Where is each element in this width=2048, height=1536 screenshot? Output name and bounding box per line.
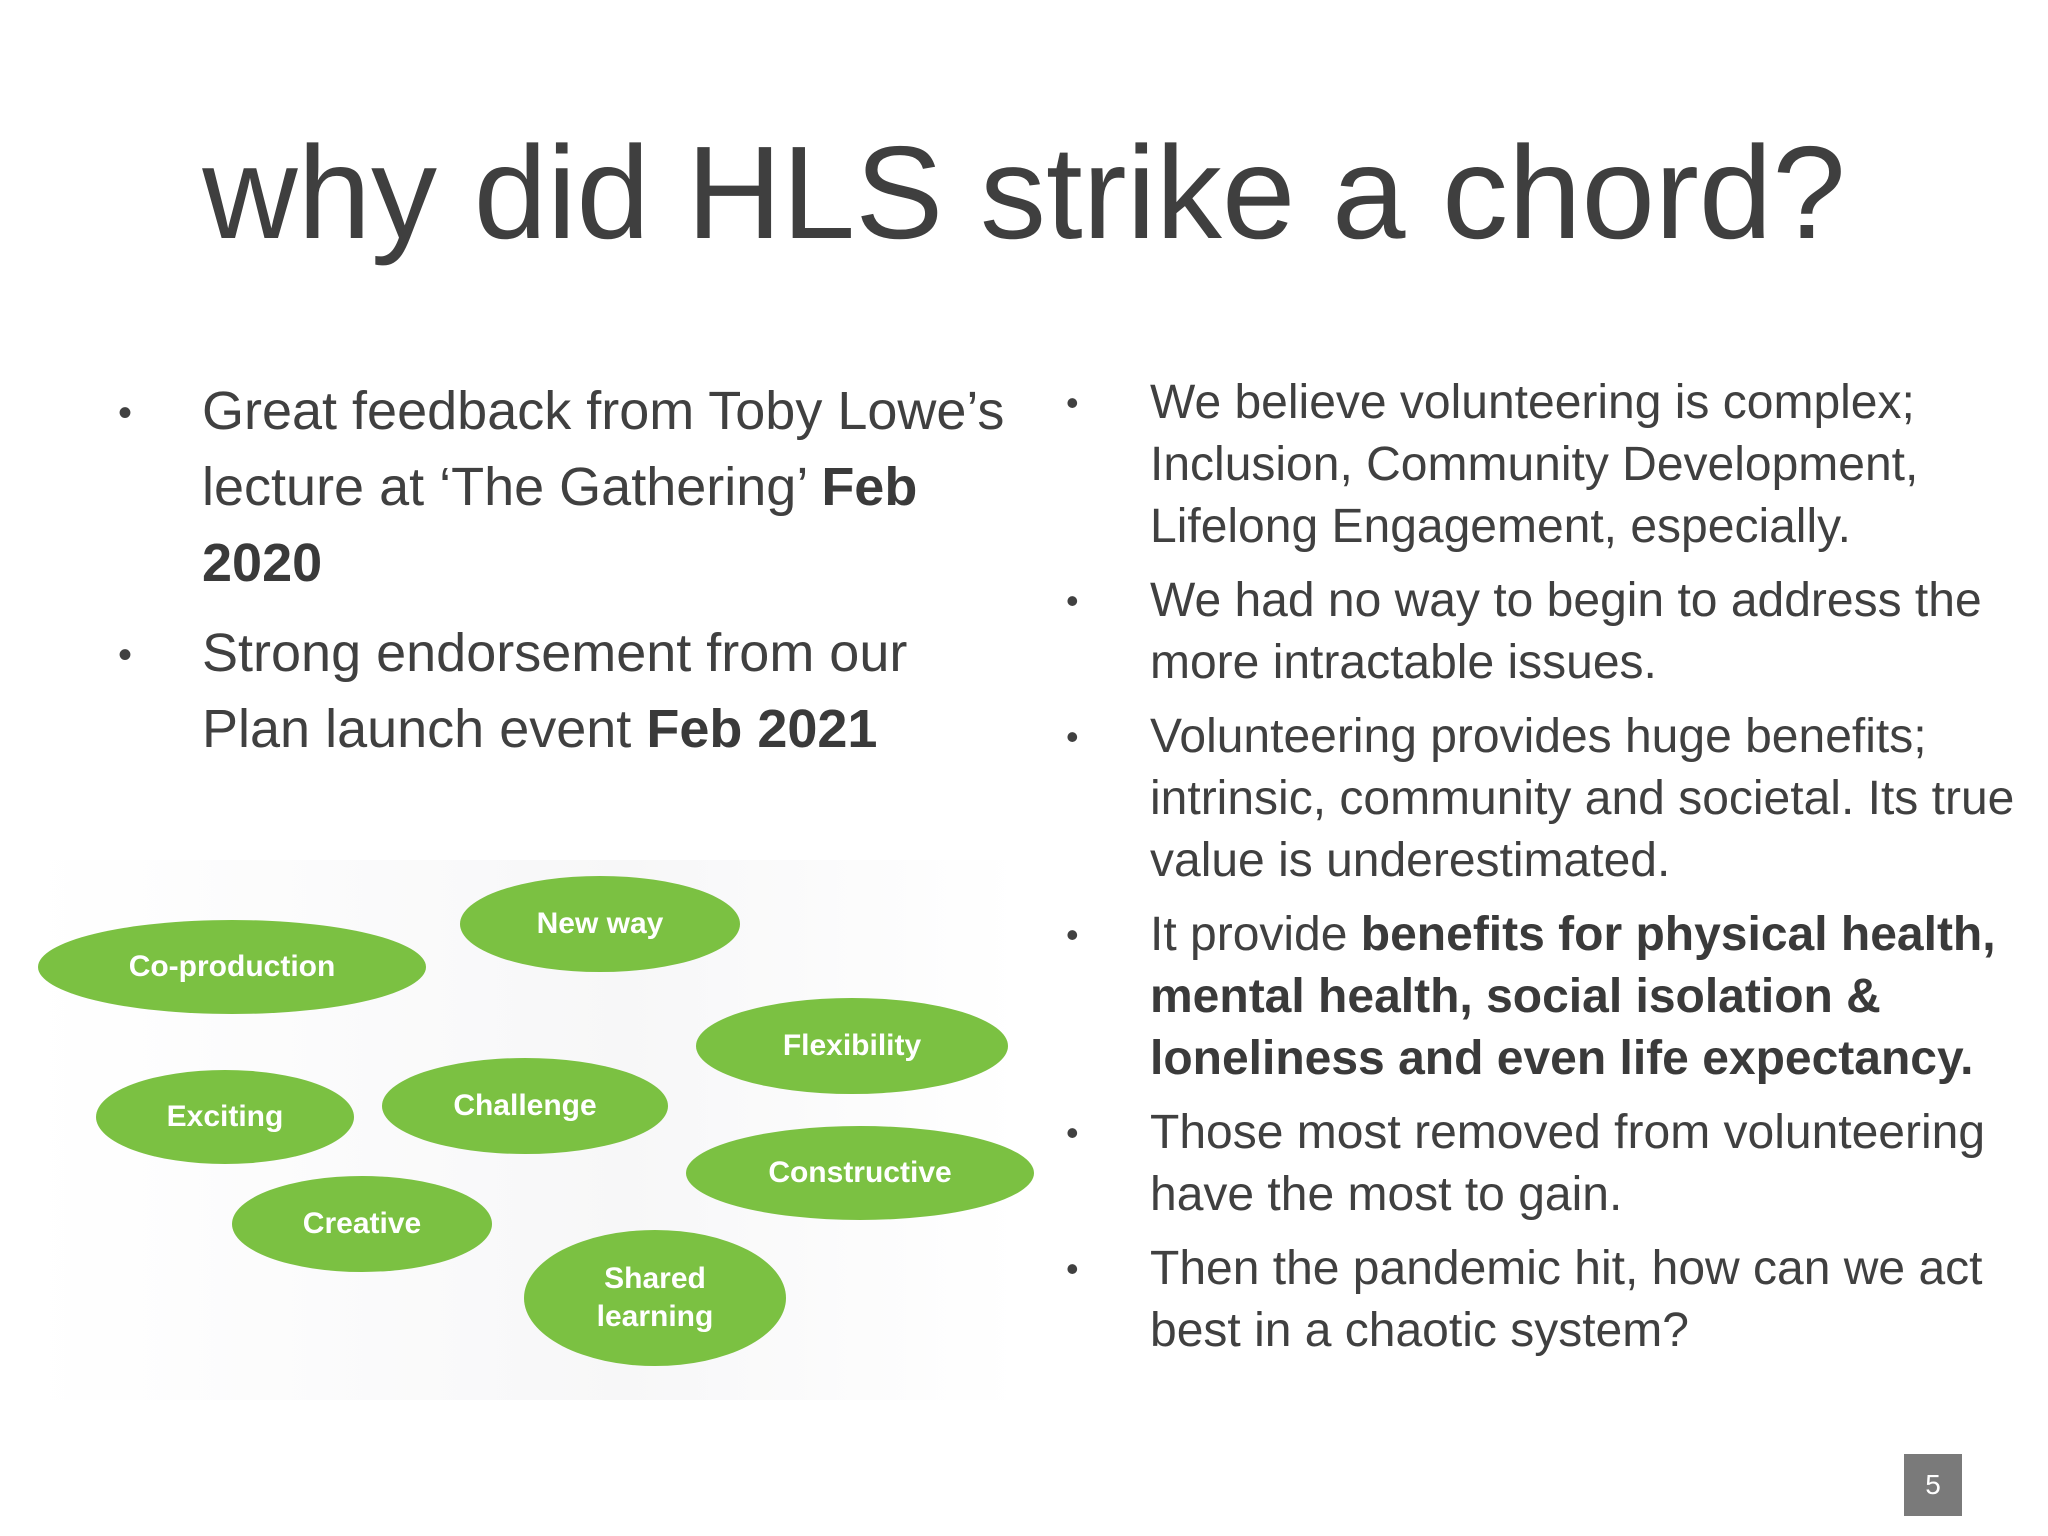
oval-label: Shared learning [596, 1262, 714, 1333]
list-item [1066, 1238, 2026, 1362]
bullet-icon: • [1066, 1248, 1079, 1289]
oval-flexibility [696, 998, 1008, 1094]
page-number: 5 [1904, 1454, 1962, 1516]
oval-label: Challenge [453, 1089, 597, 1122]
list-item [1066, 372, 2026, 558]
bullet-icon: • [1066, 580, 1079, 621]
bullet-text: Strong endorsement from our Plan launch event [202, 623, 908, 759]
oval-label: Constructive [768, 1156, 952, 1189]
oval-shared-learning [524, 1230, 786, 1366]
bullet-text: Those most removed from volunteering have the most to gain. [1150, 1106, 1986, 1221]
bullet-date: Feb 2021 [646, 699, 878, 759]
bullet-text: Then the pandemic hit, how can we act best in a chaotic system? [1150, 1242, 1983, 1357]
bullet-emphasis: benefits for physical health, mental health, social isolation & loneliness and even life expectancy. [1150, 908, 1996, 1085]
list-item [1066, 706, 2026, 892]
bullet-text: Great feedback from Toby Lowe’s lecture at ‘The Gathering’ [202, 381, 1005, 517]
oval-label: New way [536, 907, 664, 940]
slide-title: why did HLS strike a chord? [202, 119, 1846, 266]
list-item [1066, 904, 2026, 1090]
bullet-icon: • [1066, 914, 1079, 955]
oval-label: Flexibility [782, 1029, 922, 1062]
oval-co-production [38, 920, 426, 1014]
list-item [118, 615, 1018, 767]
bullet-date: Feb 2020 [202, 457, 918, 593]
right-bullet-list [1066, 372, 2026, 1374]
oval-challenge [382, 1058, 668, 1154]
bullet-icon: • [1066, 716, 1079, 757]
list-item [118, 373, 1018, 601]
oval-label: Co-production [128, 950, 336, 983]
oval-exciting [96, 1070, 354, 1164]
bullet-icon: • [1066, 1112, 1079, 1153]
bullet-text: It provide [1150, 908, 1361, 961]
oval-label: Exciting [166, 1100, 284, 1133]
list-item [1066, 570, 2026, 694]
bullet-text: We believe volunteering is complex; Inclusion, Community Development, Lifelong Engagement, especially. [1150, 376, 1919, 553]
bullet-icon: • [118, 633, 133, 677]
left-bullet-list [118, 373, 1018, 781]
oval-constructive [686, 1126, 1034, 1220]
bullet-text: Volunteering provides huge benefits; intrinsic, community and societal. Its true value is underestimated. [1150, 710, 2015, 887]
oval-creative [232, 1176, 492, 1272]
bullet-icon: • [118, 391, 133, 435]
bullet-icon: • [1066, 382, 1079, 423]
oval-new-way [460, 876, 740, 972]
oval-label: Creative [302, 1207, 422, 1240]
bullet-text: We had no way to begin to address the more intractable issues. [1150, 574, 1982, 689]
list-item [1066, 1102, 2026, 1226]
